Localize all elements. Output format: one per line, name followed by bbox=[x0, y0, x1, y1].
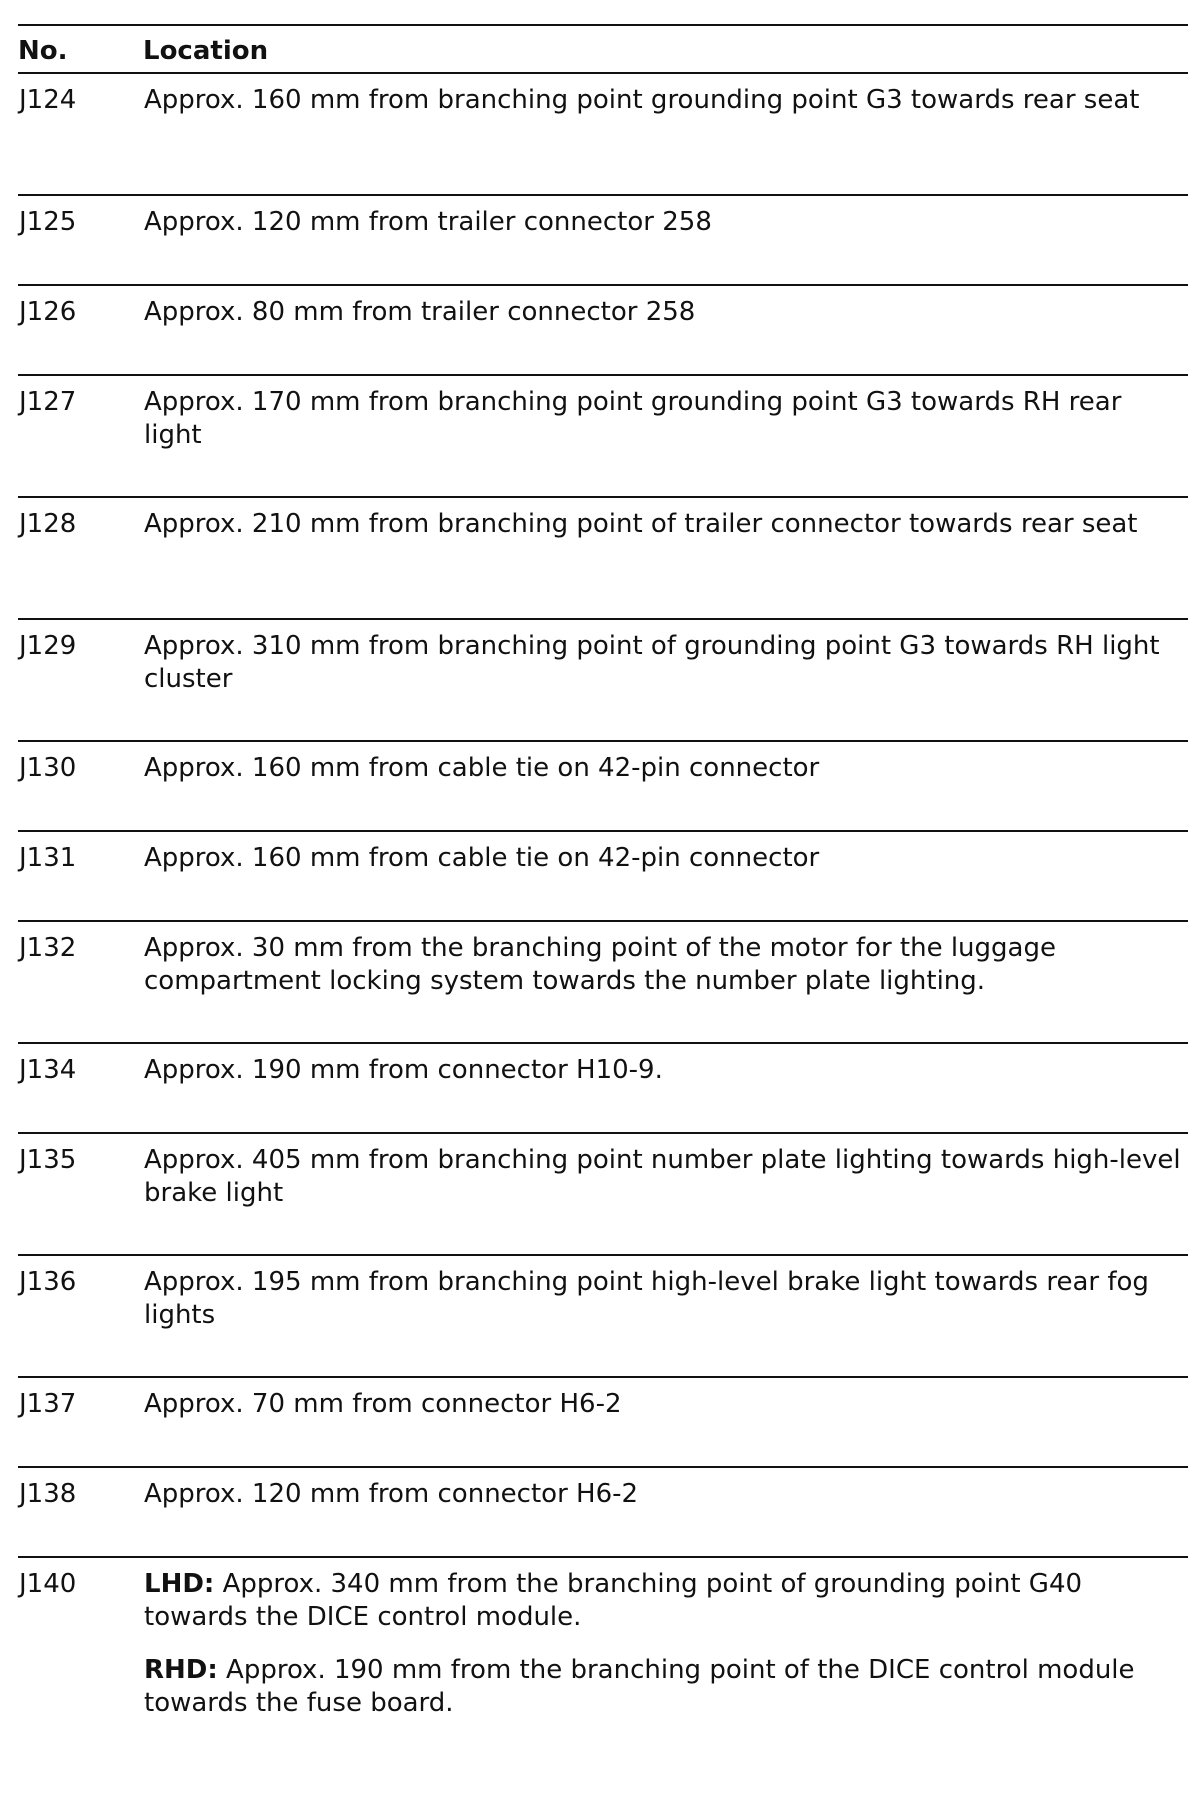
rhd-label: RHD: bbox=[144, 1655, 218, 1685]
table-row bbox=[18, 73, 1188, 195]
row-number: J137 bbox=[18, 1377, 143, 1467]
table-row bbox=[18, 741, 1188, 831]
row-location: Approx. 405 mm from branching point number plate lighting towards high-level brake light bbox=[143, 1133, 1188, 1255]
row-location: Approx. 210 mm from branching point of trailer connector towards rear seat bbox=[143, 497, 1188, 619]
row-number: J125 bbox=[18, 195, 143, 285]
table-row bbox=[18, 375, 1188, 497]
row-location: Approx. 80 mm from trailer connector 258 bbox=[143, 285, 1188, 375]
row-number: J134 bbox=[18, 1043, 143, 1133]
row-number: J124 bbox=[18, 73, 143, 195]
row-number: J126 bbox=[18, 285, 143, 375]
row-location: Approx. 160 mm from branching point grounding point G3 towards rear seat bbox=[143, 73, 1188, 195]
column-header-no: No. bbox=[18, 25, 143, 73]
row-number: J136 bbox=[18, 1255, 143, 1377]
table-body bbox=[18, 73, 1188, 1721]
lhd-paragraph bbox=[144, 1568, 1184, 1634]
row-location: Approx. 30 mm from the branching point of the motor for the luggage compartment locking system towards the number plate lighting. bbox=[143, 921, 1188, 1043]
column-header-location: Location bbox=[143, 25, 1188, 73]
table-row bbox=[18, 1255, 1188, 1377]
row-location bbox=[143, 1557, 1188, 1721]
table-row bbox=[18, 831, 1188, 921]
table-row bbox=[18, 1043, 1188, 1133]
row-number: J131 bbox=[18, 831, 143, 921]
row-number: J132 bbox=[18, 921, 143, 1043]
row-number: J128 bbox=[18, 497, 143, 619]
table-row bbox=[18, 285, 1188, 375]
row-number: J127 bbox=[18, 375, 143, 497]
lhd-label: LHD: bbox=[144, 1569, 215, 1599]
table-row bbox=[18, 195, 1188, 285]
table-row bbox=[18, 1467, 1188, 1557]
row-location: Approx. 70 mm from connector H6-2 bbox=[143, 1377, 1188, 1467]
row-number: J140 bbox=[19, 1569, 77, 1599]
table-row bbox=[18, 1133, 1188, 1255]
row-location: Approx. 160 mm from cable tie on 42-pin connector bbox=[143, 831, 1188, 921]
table-row bbox=[18, 1557, 1188, 1721]
table-row bbox=[18, 619, 1188, 741]
table-row bbox=[18, 1377, 1188, 1467]
row-location: Approx. 310 mm from branching point of grounding point G3 towards RH light cluster bbox=[143, 619, 1188, 741]
document bbox=[18, 24, 1188, 1721]
row-location: Approx. 160 mm from cable tie on 42-pin connector bbox=[143, 741, 1188, 831]
table-row bbox=[18, 921, 1188, 1043]
row-location: Approx. 170 mm from branching point grounding point G3 towards RH rear light bbox=[143, 375, 1188, 497]
row-number: J130 bbox=[18, 741, 143, 831]
row-number: J129 bbox=[18, 619, 143, 741]
row-number: J135 bbox=[18, 1133, 143, 1255]
table-header bbox=[18, 25, 1188, 73]
rhd-text: Approx. 190 mm from the branching point of the DICE control module towards the fuse board. bbox=[144, 1655, 1135, 1718]
row-number: J138 bbox=[18, 1467, 143, 1557]
splice-location-table bbox=[18, 24, 1188, 1721]
row-location: Approx. 120 mm from connector H6-2 bbox=[143, 1467, 1188, 1557]
row-location: Approx. 190 mm from connector H10-9. bbox=[143, 1043, 1188, 1133]
rhd-paragraph bbox=[144, 1654, 1184, 1720]
row-location: Approx. 195 mm from branching point high-level brake light towards rear fog lights bbox=[143, 1255, 1188, 1377]
header-row bbox=[18, 25, 1188, 73]
table-row bbox=[18, 497, 1188, 619]
lhd-text: Approx. 340 mm from the branching point of grounding point G40 towards the DICE control module. bbox=[144, 1569, 1083, 1632]
row-location: Approx. 120 mm from trailer connector 258 bbox=[143, 195, 1188, 285]
